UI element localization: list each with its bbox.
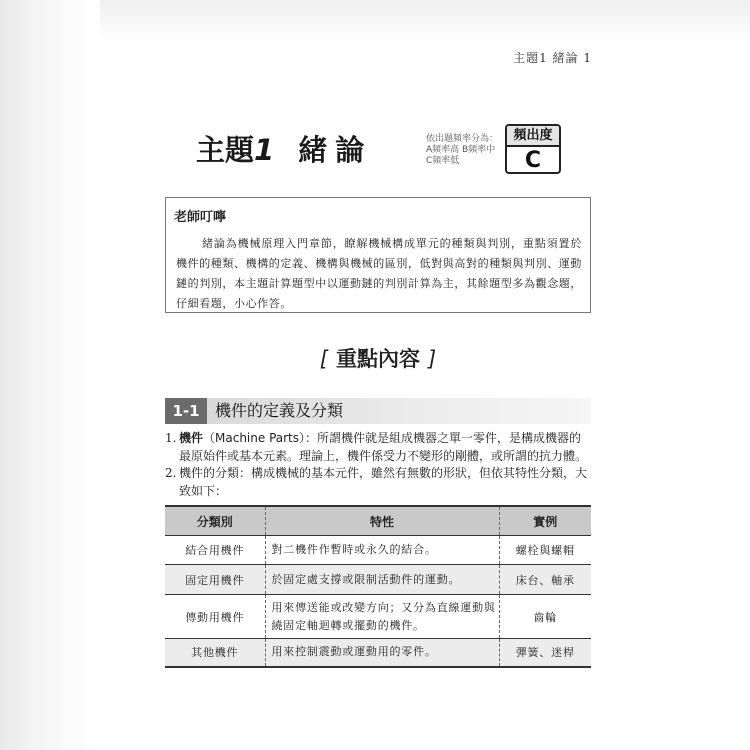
key-content-heading	[165, 343, 591, 373]
table-row	[165, 565, 591, 595]
frequency-badge	[505, 124, 561, 174]
table-row	[165, 595, 591, 639]
column-header: 實例	[499, 506, 591, 536]
body-list	[165, 430, 593, 500]
table-row	[165, 639, 591, 667]
frequency-note	[426, 134, 498, 167]
bracket-open: [	[319, 347, 328, 371]
table-row	[165, 536, 591, 565]
frequency-label: 頻出度	[507, 126, 559, 147]
category-cell: 其他機件	[165, 639, 265, 667]
feature-cell: 對二機件作暫時或永久的結合。	[265, 536, 499, 565]
feature-cell: 於固定處支撐或限制活動件的運動。	[265, 565, 499, 595]
chapter-number: 1	[254, 133, 275, 167]
item-text: ：所謂機件就是組成機器之單一零件，是構成機器的最原始件或基本元素。理論上，機件係受力不變形的剛體，或所謂的抗力體。	[179, 431, 588, 463]
column-header: 特性	[265, 506, 499, 536]
category-cell: 結合用機件	[165, 536, 265, 565]
running-header: 主題1 緒論 1	[513, 51, 592, 65]
example-cell: 齒輪	[499, 595, 591, 639]
term-english: （Machine Parts）	[203, 431, 306, 445]
teacher-note-text: 緒論為機械原理入門章節，瞭解機械構成單元的種類與判別，重點須置於機件的種類、機構的定義、機構與機械的區別，低對與高對的種類與判別、運動鏈的判別，本主題計算題型中以運動鏈的判別計算為主，其餘題型多為觀念題，仔細看題，小心作答。	[176, 237, 582, 310]
item-text: 機件的分類：構成機械的基本元件，雖然有無數的形狀，但依其特性分類，大致如下：	[179, 466, 588, 498]
list-item	[165, 430, 593, 465]
category-cell: 傳動用機件	[165, 595, 265, 639]
key-content-title: 重點內容	[336, 347, 420, 371]
list-marker: 1.	[165, 431, 177, 445]
feature-cell: 用來傳送能或改變方向；又分為直線運動與繞固定軸迴轉或擺動的機件。	[265, 595, 499, 639]
section-heading	[165, 398, 591, 424]
machine-parts-table	[165, 505, 591, 668]
category-cell: 固定用機件	[165, 565, 265, 595]
term: 機件	[179, 431, 204, 445]
example-cell: 彈簧、迷桿	[499, 639, 591, 667]
example-cell: 床台、軸承	[499, 565, 591, 595]
frequency-grade: C	[524, 148, 542, 173]
list-item	[165, 465, 593, 500]
example-cell: 螺栓與螺帽	[499, 536, 591, 565]
top-shadow	[100, 0, 750, 40]
column-header: 分類別	[165, 506, 265, 536]
table-header-row	[165, 506, 591, 536]
chapter-name: 緒論	[298, 133, 373, 167]
teacher-note-title: 老師叮嚀	[174, 210, 227, 225]
section-number: 1-1	[165, 398, 207, 424]
frequency-note-line: C頻率低	[426, 156, 460, 166]
frequency-note-line: 依出題頻率分為：	[426, 134, 499, 144]
spine-shadow	[0, 0, 100, 750]
chapter-prefix: 主題	[196, 133, 255, 167]
frequency-note-line: A頻率高 B頻率中	[426, 145, 496, 155]
section-title: 機件的定義及分類	[215, 401, 344, 420]
feature-cell: 用來控制震動或運動用的零件。	[265, 639, 499, 667]
teacher-note-box	[165, 197, 591, 313]
bracket-close: ]	[428, 347, 437, 371]
chapter-title	[196, 128, 372, 169]
list-marker: 2.	[165, 466, 177, 480]
